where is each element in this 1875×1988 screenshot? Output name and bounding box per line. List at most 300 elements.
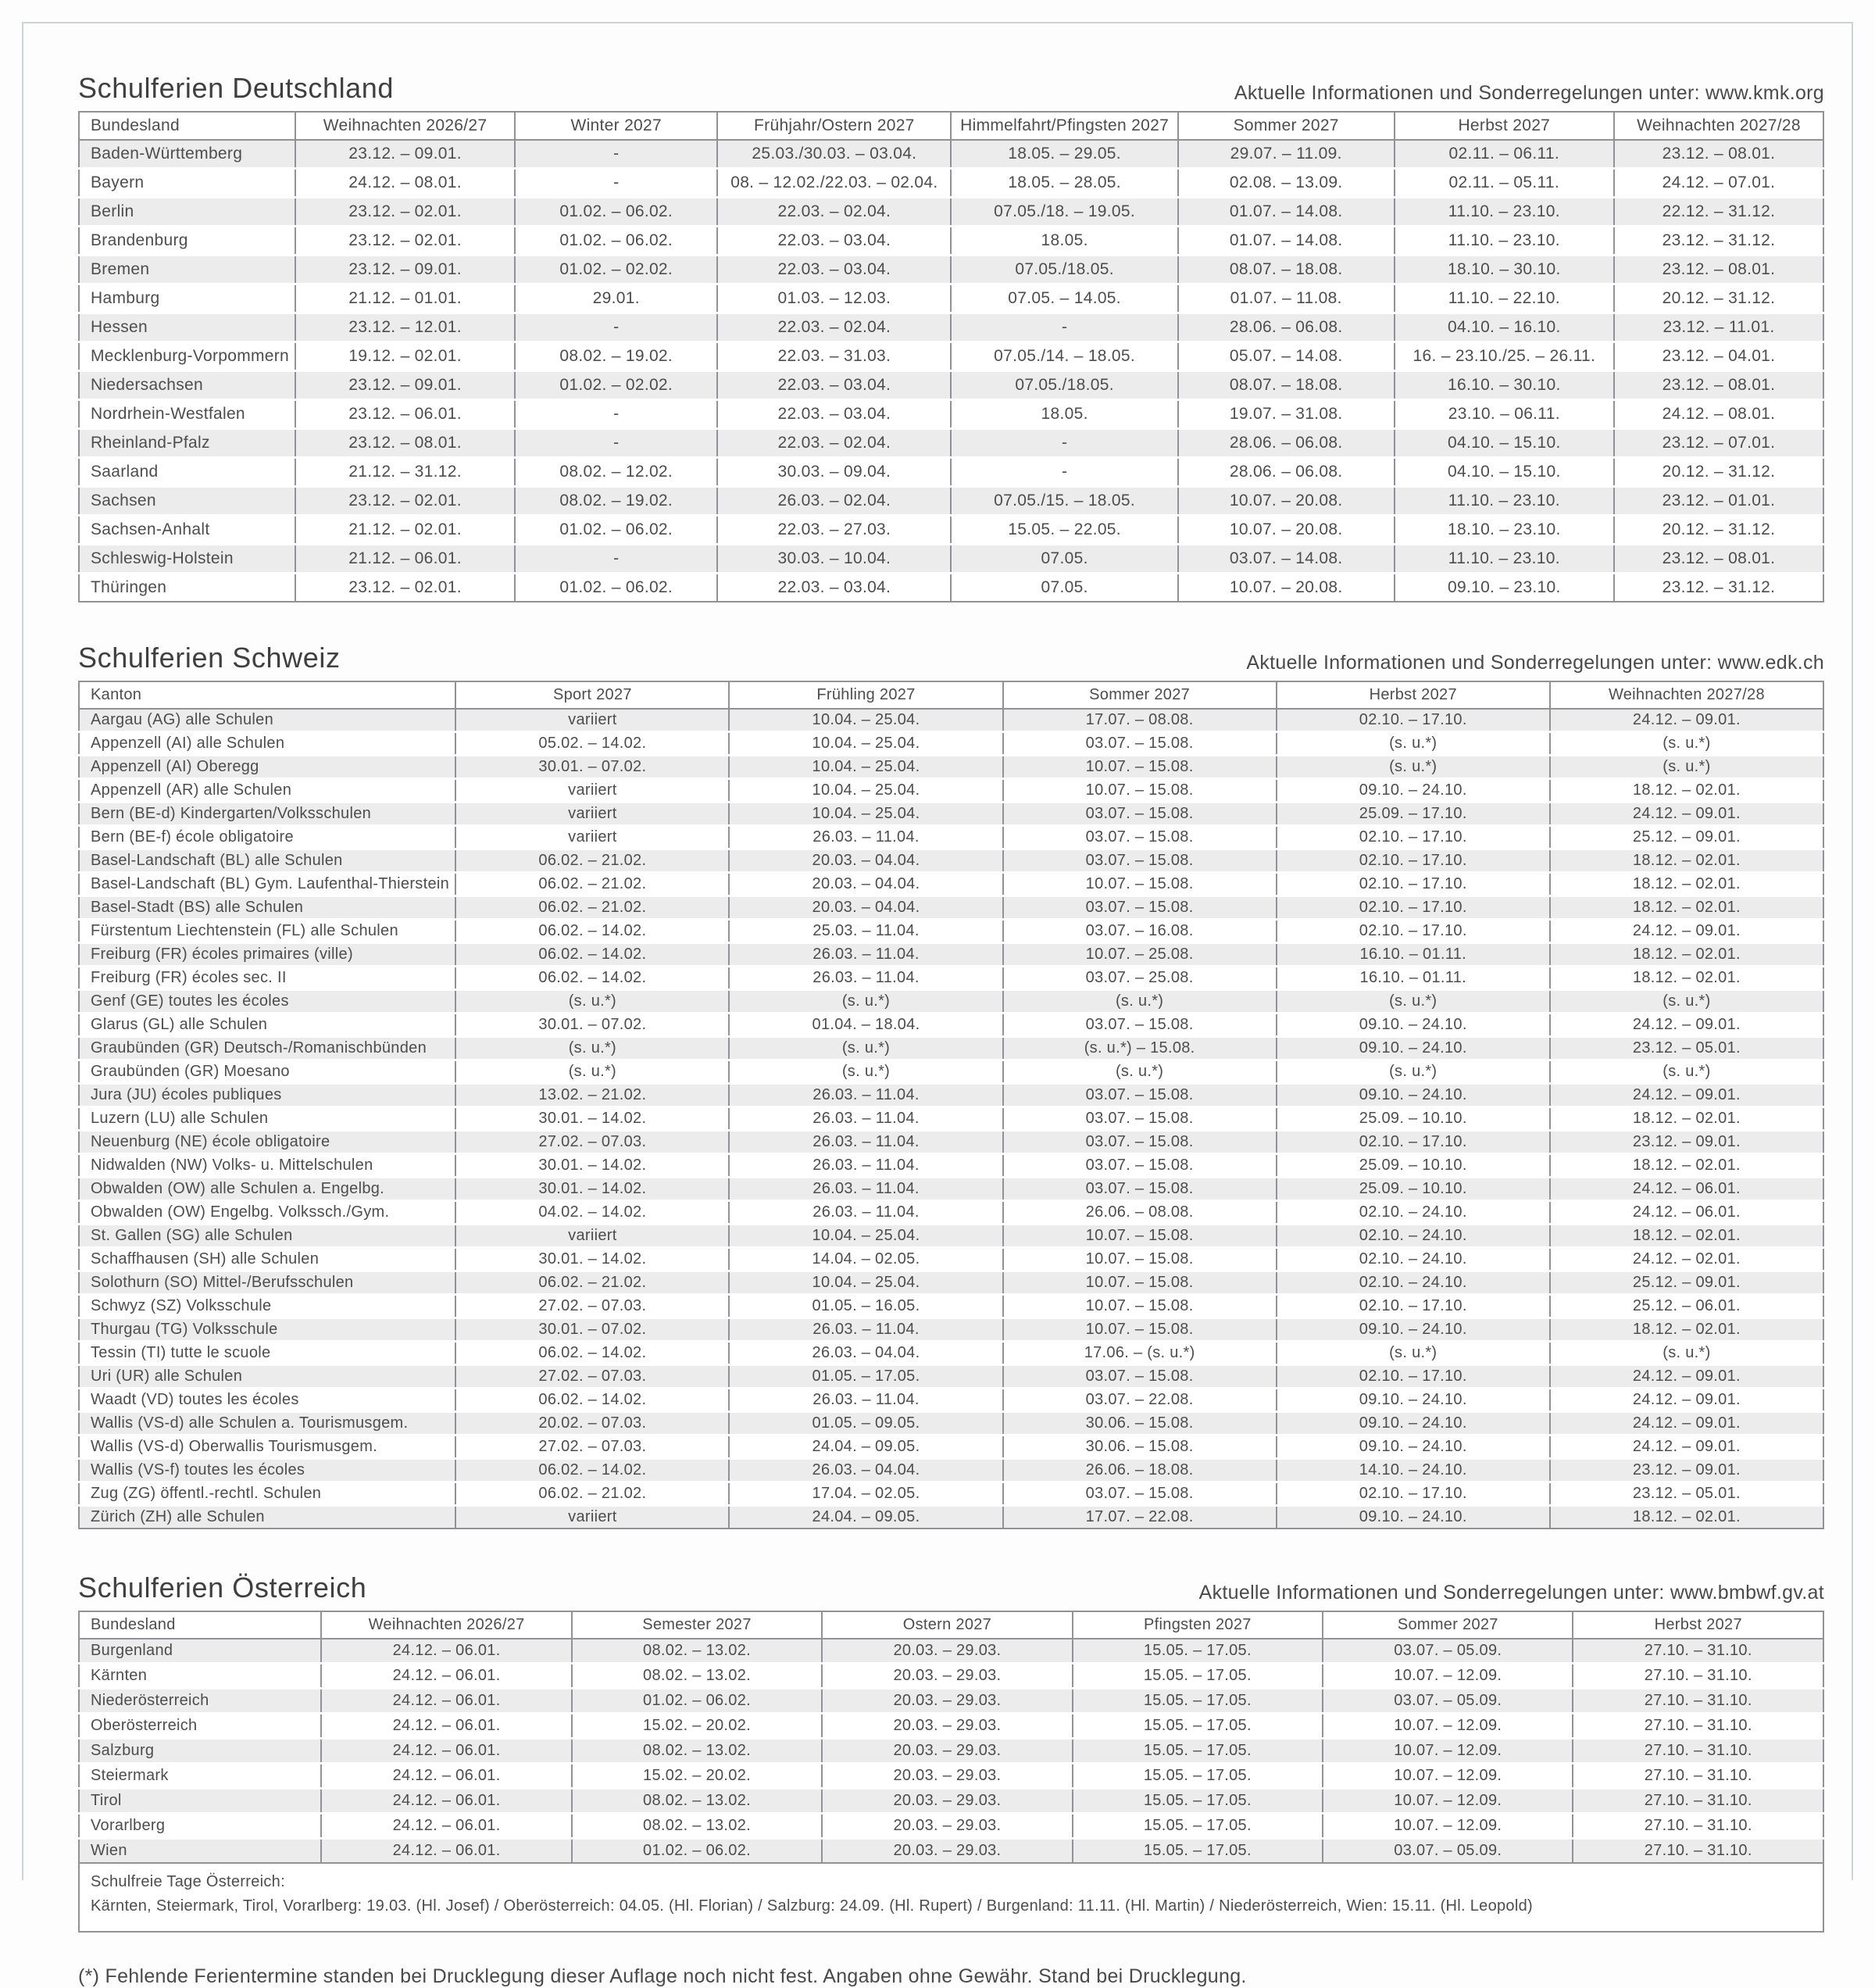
table-row (79, 1084, 1823, 1107)
date-cell: 20.02. – 07.03. (455, 1412, 729, 1436)
column-header: Himmelfahrt/Pfingsten 2027 (951, 112, 1177, 140)
date-cell: 21.12. – 06.01. (295, 545, 515, 574)
row-label: Freiburg (FR) écoles sec. II (91, 969, 287, 986)
table-row (79, 803, 1823, 826)
date-cell: 08.07. – 18.08. (1178, 371, 1395, 400)
date-cell: 11.10. – 23.10. (1395, 198, 1614, 227)
table-row (79, 516, 1823, 545)
date-cell: 04.02. – 14.02. (455, 1201, 729, 1225)
table-row (79, 458, 1823, 487)
date-cell: 15.05. – 17.05. (1073, 1639, 1323, 1664)
row-label: Uri (UR) alle Schulen (91, 1368, 243, 1385)
table-row (79, 1764, 1823, 1789)
date-cell: 03.07. – 15.08. (1003, 826, 1277, 849)
row-label: Thüringen (91, 578, 167, 596)
table-row (79, 1342, 1823, 1365)
date-cell: 24.12. – 09.01. (1550, 1014, 1823, 1037)
date-cell: 09.10. – 24.10. (1277, 1037, 1550, 1060)
date-cell: 07.05./15. – 18.05. (951, 487, 1177, 516)
row-label: Obwalden (OW) alle Schulen a. Engelbg. (91, 1180, 385, 1197)
date-cell: 22.03. – 27.03. (717, 516, 951, 545)
column-header: Frühling 2027 (729, 681, 1002, 709)
date-cell: 23.12. – 08.01. (1614, 545, 1823, 574)
date-cell: 16. – 23.10./25. – 26.11. (1395, 342, 1614, 371)
date-cell: 24.12. – 06.01. (321, 1689, 571, 1714)
austria-title: Schulferien Österreich (78, 1571, 367, 1604)
date-cell: 08.02. – 19.02. (515, 487, 717, 516)
row-label: Bern (BE-d) Kindergarten/Volksschulen (91, 805, 372, 822)
switzerland-holidays-table (78, 681, 1824, 1529)
date-cell: 22.03. – 03.04. (717, 574, 951, 602)
table-row (79, 545, 1823, 574)
table-row (79, 1295, 1823, 1318)
date-cell: 22.03. – 03.04. (717, 400, 951, 429)
date-cell: 01.02. – 06.02. (572, 1839, 822, 1864)
table-row (79, 1436, 1823, 1459)
table-row (79, 732, 1823, 756)
row-label: Wallis (VS-d) Oberwallis Tourismusgem. (91, 1438, 378, 1455)
date-cell: 20.03. – 29.03. (822, 1764, 1072, 1789)
date-cell: variiert (455, 779, 729, 803)
date-cell: - (951, 313, 1177, 342)
row-label: Berlin (91, 202, 134, 220)
table-row (79, 1664, 1823, 1689)
date-cell: 23.12. – 07.01. (1614, 429, 1823, 458)
date-cell: 10.07. – 15.08. (1003, 1271, 1277, 1295)
table-row (79, 1789, 1823, 1814)
date-cell: 18.12. – 02.01. (1550, 1225, 1823, 1248)
table-row (79, 1839, 1823, 1864)
section-germany (78, 72, 1824, 602)
date-cell: 07.05./14. – 18.05. (951, 342, 1177, 371)
austria-table-body (79, 1639, 1823, 1863)
table-row (79, 140, 1823, 169)
date-cell: 10.07. – 15.08. (1003, 873, 1277, 896)
date-cell: 11.10. – 23.10. (1395, 487, 1614, 516)
date-cell: 01.02. – 02.02. (515, 371, 717, 400)
table-row (79, 1689, 1823, 1714)
date-cell: 30.01. – 14.02. (455, 1154, 729, 1178)
date-cell: 02.10. – 17.10. (1277, 873, 1550, 896)
germany-holidays-table (78, 111, 1824, 602)
row-label: Steiermark (91, 1767, 169, 1784)
austria-table-header (79, 1611, 1823, 1639)
date-cell: 20.03. – 29.03. (822, 1739, 1072, 1764)
row-label: Schaffhausen (SH) alle Schulen (91, 1250, 320, 1268)
date-cell: 06.02. – 21.02. (455, 849, 729, 873)
switzerland-info-url: Aktuelle Informationen und Sonderregelungen unter: www.edk.ch (1246, 652, 1824, 674)
table-row (79, 574, 1823, 602)
date-cell: 02.10. – 17.10. (1277, 896, 1550, 920)
date-cell: 18.12. – 02.01. (1550, 779, 1823, 803)
column-header: Herbst 2027 (1573, 1611, 1823, 1639)
table-row (79, 826, 1823, 849)
date-cell: 01.04. – 18.04. (729, 1014, 1002, 1037)
table-row (79, 1178, 1823, 1201)
date-cell: 22.03. – 02.04. (717, 198, 951, 227)
date-cell: 22.03. – 02.04. (717, 313, 951, 342)
germany-table-body (79, 140, 1823, 602)
row-label: Schleswig-Holstein (91, 549, 234, 567)
date-cell: 24.12. – 09.01. (1550, 709, 1823, 732)
table-row (79, 1639, 1823, 1664)
date-cell: 01.02. – 02.02. (515, 256, 717, 284)
row-label: Tessin (TI) tutte le scuole (91, 1344, 271, 1361)
date-cell: 22.12. – 31.12. (1614, 198, 1823, 227)
date-cell: 27.02. – 07.03. (455, 1436, 729, 1459)
austria-free-days-title: Schulfreie Tage Österreich: (91, 1873, 285, 1890)
date-cell: 24.12. – 09.01. (1550, 1436, 1823, 1459)
date-cell: 24.12. – 06.01. (1550, 1201, 1823, 1225)
date-cell: 10.07. – 12.09. (1323, 1789, 1573, 1814)
row-label: Obwalden (OW) Engelbg. Volkssch./Gym. (91, 1203, 390, 1221)
date-cell: 10.07. – 15.08. (1003, 1295, 1277, 1318)
date-cell: 26.03. – 04.04. (729, 1342, 1002, 1365)
date-cell: 19.07. – 31.08. (1178, 400, 1395, 429)
column-header: Weihnachten 2027/28 (1614, 112, 1823, 140)
date-cell: 02.10. – 17.10. (1277, 1295, 1550, 1318)
date-cell: 10.07. – 20.08. (1178, 574, 1395, 602)
date-cell: 18.10. – 23.10. (1395, 516, 1614, 545)
date-cell: - (515, 545, 717, 574)
date-cell: 22.03. – 03.04. (717, 227, 951, 256)
austria-free-days-cell (79, 1863, 1823, 1932)
date-cell: 20.03. – 29.03. (822, 1689, 1072, 1714)
table-row (79, 1131, 1823, 1154)
table-row (79, 1014, 1823, 1037)
table-row (79, 313, 1823, 342)
date-cell: 03.07. – 15.08. (1003, 1084, 1277, 1107)
date-cell: 20.03. – 04.04. (729, 849, 1002, 873)
date-cell: 07.05. (951, 545, 1177, 574)
date-cell: 20.03. – 29.03. (822, 1714, 1072, 1739)
date-cell: variiert (455, 803, 729, 826)
date-cell: 03.07. – 15.08. (1003, 732, 1277, 756)
date-cell: 08.02. – 13.02. (572, 1639, 822, 1664)
row-label: Graubünden (GR) Moesano (91, 1063, 290, 1080)
date-cell: 15.05. – 17.05. (1073, 1839, 1323, 1864)
table-row (79, 1037, 1823, 1060)
date-cell: 03.07. – 15.08. (1003, 1131, 1277, 1154)
date-cell: 23.12. – 09.01. (295, 256, 515, 284)
date-cell: 20.12. – 31.12. (1614, 284, 1823, 313)
date-cell: 18.05. – 28.05. (951, 169, 1177, 198)
date-cell: 06.02. – 21.02. (455, 896, 729, 920)
date-cell: 10.04. – 25.04. (729, 709, 1002, 732)
row-label: Bremen (91, 260, 150, 278)
table-row (79, 1154, 1823, 1178)
column-header: Bundesland (91, 116, 180, 134)
date-cell: 28.06. – 06.08. (1178, 313, 1395, 342)
date-cell: 18.05. (951, 227, 1177, 256)
date-cell: 10.07. – 15.08. (1003, 1318, 1277, 1342)
row-label: Oberösterreich (91, 1717, 198, 1734)
row-label: Niedersachsen (91, 376, 203, 394)
date-cell: 02.11. – 05.11. (1395, 169, 1614, 198)
date-cell: 26.03. – 11.04. (729, 1107, 1002, 1131)
date-cell: 18.10. – 30.10. (1395, 256, 1614, 284)
date-cell: 09.10. – 24.10. (1277, 1389, 1550, 1412)
date-cell: 26.03. – 11.04. (729, 1154, 1002, 1178)
date-cell: 11.10. – 23.10. (1395, 227, 1614, 256)
table-row (79, 1225, 1823, 1248)
date-cell: 26.03. – 11.04. (729, 1178, 1002, 1201)
date-cell: 23.12. – 04.01. (1614, 342, 1823, 371)
row-label: Zürich (ZH) alle Schulen (91, 1508, 265, 1525)
table-row (79, 709, 1823, 732)
date-cell: 22.03. – 31.03. (717, 342, 951, 371)
row-label: Saarland (91, 463, 159, 481)
date-cell: 27.10. – 31.10. (1573, 1739, 1823, 1764)
date-cell: 02.10. – 17.10. (1277, 1365, 1550, 1389)
date-cell: 08.02. – 13.02. (572, 1814, 822, 1839)
date-cell: 15.05. – 17.05. (1073, 1764, 1323, 1789)
date-cell: 03.07. – 22.08. (1003, 1389, 1277, 1412)
row-label: Appenzell (AI) alle Schulen (91, 735, 285, 752)
date-cell: 11.10. – 23.10. (1395, 545, 1614, 574)
date-cell: 10.07. – 15.08. (1003, 1248, 1277, 1271)
date-cell: 23.12. – 02.01. (295, 487, 515, 516)
date-cell: 25.12. – 09.01. (1550, 826, 1823, 849)
row-label: Basel-Stadt (BS) alle Schulen (91, 899, 304, 916)
date-cell: 10.04. – 25.04. (729, 779, 1002, 803)
date-cell: (s. u.*) (1277, 756, 1550, 779)
date-cell: 17.07. – 22.08. (1003, 1506, 1277, 1529)
date-cell: 15.05. – 17.05. (1073, 1789, 1323, 1814)
date-cell: 24.12. – 06.01. (321, 1639, 571, 1664)
date-cell: 30.01. – 07.02. (455, 1014, 729, 1037)
section-head-germany (78, 72, 1824, 105)
date-cell: 27.10. – 31.10. (1573, 1714, 1823, 1739)
date-cell: 20.03. – 29.03. (822, 1639, 1072, 1664)
table-row (79, 779, 1823, 803)
date-cell: 13.02. – 21.02. (455, 1084, 729, 1107)
date-cell: 18.05. (951, 400, 1177, 429)
date-cell: 15.05. – 17.05. (1073, 1739, 1323, 1764)
table-row (79, 1060, 1823, 1084)
date-cell: 10.04. – 25.04. (729, 756, 1002, 779)
date-cell: 26.03. – 11.04. (729, 1318, 1002, 1342)
date-cell: 02.10. – 17.10. (1277, 826, 1550, 849)
row-label: Wien (91, 1842, 127, 1859)
date-cell: 24.12. – 06.01. (321, 1739, 571, 1764)
date-cell: 15.05. – 17.05. (1073, 1689, 1323, 1714)
table-row (79, 284, 1823, 313)
column-header: Pfingsten 2027 (1073, 1611, 1323, 1639)
date-cell: 01.02. – 06.02. (572, 1689, 822, 1714)
date-cell: 02.10. – 17.10. (1277, 709, 1550, 732)
date-cell: 08.02. – 13.02. (572, 1789, 822, 1814)
date-cell: 11.10. – 22.10. (1395, 284, 1614, 313)
table-row (79, 1506, 1823, 1529)
row-label: Hamburg (91, 289, 160, 307)
date-cell: 26.03. – 11.04. (729, 1131, 1002, 1154)
date-cell: 25.09. – 10.10. (1277, 1107, 1550, 1131)
date-cell: 15.02. – 20.02. (572, 1764, 822, 1789)
date-cell: 30.01. – 07.02. (455, 756, 729, 779)
date-cell: 10.07. – 12.09. (1323, 1814, 1573, 1839)
table-row (79, 1814, 1823, 1839)
date-cell: 15.05. – 17.05. (1073, 1664, 1323, 1689)
date-cell: 24.12. – 09.01. (1550, 1365, 1823, 1389)
table-row (79, 943, 1823, 967)
date-cell: (s. u.*) (1550, 1342, 1823, 1365)
date-cell: 27.10. – 31.10. (1573, 1839, 1823, 1864)
date-cell: 03.07. – 05.09. (1323, 1839, 1573, 1864)
row-label: Bayern (91, 173, 145, 191)
date-cell: 17.07. – 08.08. (1003, 709, 1277, 732)
date-cell: 16.10. – 30.10. (1395, 371, 1614, 400)
column-header: Bundesland (91, 1616, 176, 1633)
date-cell: 01.07. – 14.08. (1178, 198, 1395, 227)
date-cell: 23.12. – 11.01. (1614, 313, 1823, 342)
date-cell: 01.05. – 09.05. (729, 1412, 1002, 1436)
column-header: Ostern 2027 (822, 1611, 1072, 1639)
date-cell: variiert (455, 1225, 729, 1248)
date-cell: 02.10. – 24.10. (1277, 1201, 1550, 1225)
row-label: Nordrhein-Westfalen (91, 405, 245, 423)
date-cell: (s. u.*) (1277, 1342, 1550, 1365)
date-cell: 06.02. – 14.02. (455, 920, 729, 943)
date-cell: - (515, 313, 717, 342)
date-cell: 27.10. – 31.10. (1573, 1789, 1823, 1814)
date-cell: 15.02. – 20.02. (572, 1714, 822, 1739)
date-cell: 23.12. – 31.12. (1614, 574, 1823, 602)
date-cell: 24.12. – 06.01. (321, 1714, 571, 1739)
row-label: Brandenburg (91, 231, 188, 249)
section-head-austria (78, 1571, 1824, 1604)
date-cell: 24.12. – 06.01. (321, 1789, 571, 1814)
date-cell: 26.03. – 11.04. (729, 1201, 1002, 1225)
table-row (79, 1271, 1823, 1295)
date-cell: 09.10. – 23.10. (1395, 574, 1614, 602)
date-cell: 01.07. – 14.08. (1178, 227, 1395, 256)
date-cell: 26.06. – 18.08. (1003, 1459, 1277, 1482)
date-cell: 03.07. – 05.09. (1323, 1639, 1573, 1664)
date-cell: 02.10. – 24.10. (1277, 1225, 1550, 1248)
date-cell: (s. u.*) (1550, 990, 1823, 1014)
row-label: Appenzell (AR) alle Schulen (91, 781, 292, 799)
date-cell: (s. u.*) (729, 1037, 1002, 1060)
row-label: Sachsen (91, 492, 156, 510)
row-label: Hessen (91, 318, 148, 336)
date-cell: 03.07. – 15.08. (1003, 896, 1277, 920)
date-cell: (s. u.*) – 15.08. (1003, 1037, 1277, 1060)
table-row (79, 1318, 1823, 1342)
column-header: Frühjahr/Ostern 2027 (717, 112, 951, 140)
date-cell: 27.10. – 31.10. (1573, 1689, 1823, 1714)
date-cell: 24.12. – 06.01. (321, 1839, 571, 1864)
date-cell: 18.05. – 29.05. (951, 140, 1177, 169)
date-cell: 25.12. – 09.01. (1550, 1271, 1823, 1295)
date-cell: 24.04. – 09.05. (729, 1506, 1002, 1529)
column-header: Weihnachten 2027/28 (1550, 681, 1823, 709)
date-cell: (s. u.*) (1277, 732, 1550, 756)
date-cell: 02.10. – 17.10. (1277, 849, 1550, 873)
row-label: Zug (ZG) öffentl.-rechtl. Schulen (91, 1485, 322, 1502)
date-cell: 06.02. – 14.02. (455, 943, 729, 967)
date-cell: (s. u.*) (1003, 1060, 1277, 1084)
date-cell: 23.12. – 08.01. (1614, 371, 1823, 400)
date-cell: 20.03. – 04.04. (729, 896, 1002, 920)
date-cell: 02.10. – 17.10. (1277, 1482, 1550, 1506)
date-cell: 23.12. – 08.01. (1614, 256, 1823, 284)
date-cell: 15.05. – 22.05. (951, 516, 1177, 545)
date-cell: 10.04. – 25.04. (729, 732, 1002, 756)
date-cell: 24.12. – 06.01. (1550, 1178, 1823, 1201)
table-row (79, 1714, 1823, 1739)
date-cell: variiert (455, 709, 729, 732)
date-cell: 10.07. – 12.09. (1323, 1764, 1573, 1789)
row-label: Basel-Landschaft (BL) Gym. Laufenthal-Thierstein (91, 875, 450, 892)
date-cell: 23.12. – 09.01. (295, 371, 515, 400)
date-cell: 30.01. – 14.02. (455, 1107, 729, 1131)
date-cell: 10.04. – 25.04. (729, 1271, 1002, 1295)
date-cell: 23.12. – 12.01. (295, 313, 515, 342)
date-cell: (s. u.*) (1277, 990, 1550, 1014)
table-row (79, 896, 1823, 920)
column-header: Herbst 2027 (1277, 681, 1550, 709)
date-cell: 24.12. – 06.01. (321, 1814, 571, 1839)
column-header: Kanton (91, 686, 142, 703)
date-cell: 07.05./18.05. (951, 371, 1177, 400)
row-label: Kärnten (91, 1667, 148, 1684)
row-label: Aargau (AG) alle Schulen (91, 711, 273, 728)
row-label: Baden-Württemberg (91, 145, 243, 163)
date-cell: 01.02. – 06.02. (515, 198, 717, 227)
date-cell: 23.12. – 09.01. (295, 140, 515, 169)
date-cell: - (515, 400, 717, 429)
row-label: Salzburg (91, 1742, 155, 1759)
date-cell: 24.12. – 06.01. (321, 1664, 571, 1689)
table-row (79, 342, 1823, 371)
austria-free-days-text: Kärnten, Steiermark, Tirol, Vorarlberg: 19.03. (Hl. Josef) / Oberösterreich: 04.05. (Hl. Florian) / Salzburg: 24.09. (Hl. Rupert) / Burgenland: 11.11. (Hl. Martin) / Niederösterreich, Wien: 15.11. (Hl. Leopold) (91, 1897, 1533, 1915)
date-cell: 27.10. – 31.10. (1573, 1814, 1823, 1839)
date-cell: 09.10. – 24.10. (1277, 1014, 1550, 1037)
table-row (79, 169, 1823, 198)
date-cell: 06.02. – 21.02. (455, 873, 729, 896)
column-header: Sommer 2027 (1178, 112, 1395, 140)
row-label: Freiburg (FR) écoles primaires (ville) (91, 946, 353, 963)
date-cell: 25.12. – 06.01. (1550, 1295, 1823, 1318)
date-cell: 27.10. – 31.10. (1573, 1664, 1823, 1689)
row-label: Appenzell (AI) Oberegg (91, 758, 259, 775)
date-cell: 18.12. – 02.01. (1550, 967, 1823, 990)
date-cell: 18.12. – 02.01. (1550, 1318, 1823, 1342)
date-cell: - (951, 429, 1177, 458)
date-cell: 03.07. – 16.08. (1003, 920, 1277, 943)
date-cell: 14.04. – 02.05. (729, 1248, 1002, 1271)
date-cell: 02.10. – 17.10. (1277, 920, 1550, 943)
date-cell: 23.12. – 05.01. (1550, 1037, 1823, 1060)
row-label: Vorarlberg (91, 1817, 166, 1834)
date-cell: 06.02. – 14.02. (455, 1342, 729, 1365)
date-cell: 01.07. – 11.08. (1178, 284, 1395, 313)
table-row (79, 198, 1823, 227)
date-cell: 07.05./18. – 19.05. (951, 198, 1177, 227)
section-head-switzerland (78, 642, 1824, 674)
table-row (79, 487, 1823, 516)
date-cell: 23.12. – 08.01. (1614, 140, 1823, 169)
date-cell: 03.07. – 15.08. (1003, 1365, 1277, 1389)
date-cell: 06.02. – 14.02. (455, 967, 729, 990)
date-cell: 27.10. – 31.10. (1573, 1639, 1823, 1664)
date-cell: 18.12. – 02.01. (1550, 1154, 1823, 1178)
austria-info-url: Aktuelle Informationen und Sonderregelungen unter: www.bmbwf.gv.at (1198, 1582, 1824, 1604)
date-cell: 01.03. – 12.03. (717, 284, 951, 313)
date-cell: 07.05. (951, 574, 1177, 602)
row-label: Glarus (GL) alle Schulen (91, 1016, 268, 1033)
